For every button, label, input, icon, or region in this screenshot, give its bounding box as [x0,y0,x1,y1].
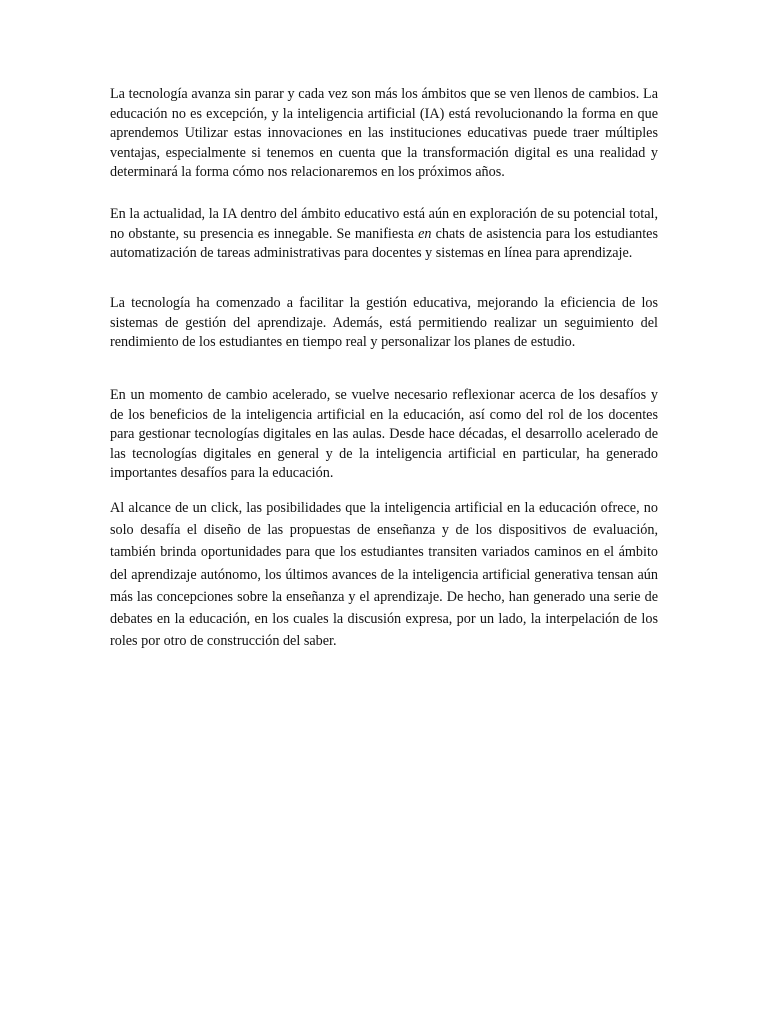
paragraph-alcance-click: Al alcance de un click, las posibilidades que la inteligencia artificial en la educación ofrece, no solo desafía el diseño de las propuestas de enseñanza y de los dispositivos de evaluación, también brinda oportunidades para que los estudiantes transiten variados caminos en el ámbito del aprendizaje autónomo, los últimos avances de la inteligencia artificial generativa tensan aún más las concepciones sobre la enseñanza y el aprendizaje. De hecho, han generado una serie de debates en la educación, en los cuales la discusión expresa, por un lado, la interpelación de los roles por otro de construcción del saber. [110,500,658,650]
paragraph-gestion-educativa: La tecnología ha comenzado a facilitar la gestión educativa, mejorando la eficiencia de los sistemas de gestión del aprendizaje. Además, está permitiendo realizar un seguimiento del rendimiento de los estudiantes en tiempo real y personalizar los planes de estudio. [110,295,658,350]
paragraph-text-before-emphasis: En la actualidad, la IA dentro del ámbito educativo está aún en exploración de su potencial total, no obstante, su presencia es innegable. Se manifiesta [110,206,658,242]
paragraph-cambio-acelerado: En un momento de cambio acelerado, se vuelve necesario reflexionar acerca de los desafíos y de los beneficios de la inteligencia artificial en la educación, así como del rol de los docentes para gestionar tecnologías digitales en las aulas. Desde hace décadas, el desarrollo acelerado de las tecnologías digitales en general y de la inteligencia artificial en particular, ha generado importantes desafíos para la educación. [110,387,658,481]
emphasized-word: en [418,225,432,242]
paragraph-text-after-emphasis: chats de asistencia para los estudiantes automatización de tareas administrativas para docentes y sistemas en línea para aprendizaje. [110,225,658,261]
paragraph-tecnologia-avanza: La tecnología avanza sin parar y cada vez son más los ámbitos que se ven llenos de cambios. La educación no es excepción, y la inteligencia artificial (IA) está revolucionando la forma en que aprendemos Utilizar estas innovaciones en las instituciones educativas puede traer múltiples ventajas, especialmente si tenemos en cuenta que la transformación digital es una realidad y determinará la forma cómo nos relacionaremos en los próximos años. [110,86,658,180]
paragraph-actualidad-ia [110,205,658,264]
